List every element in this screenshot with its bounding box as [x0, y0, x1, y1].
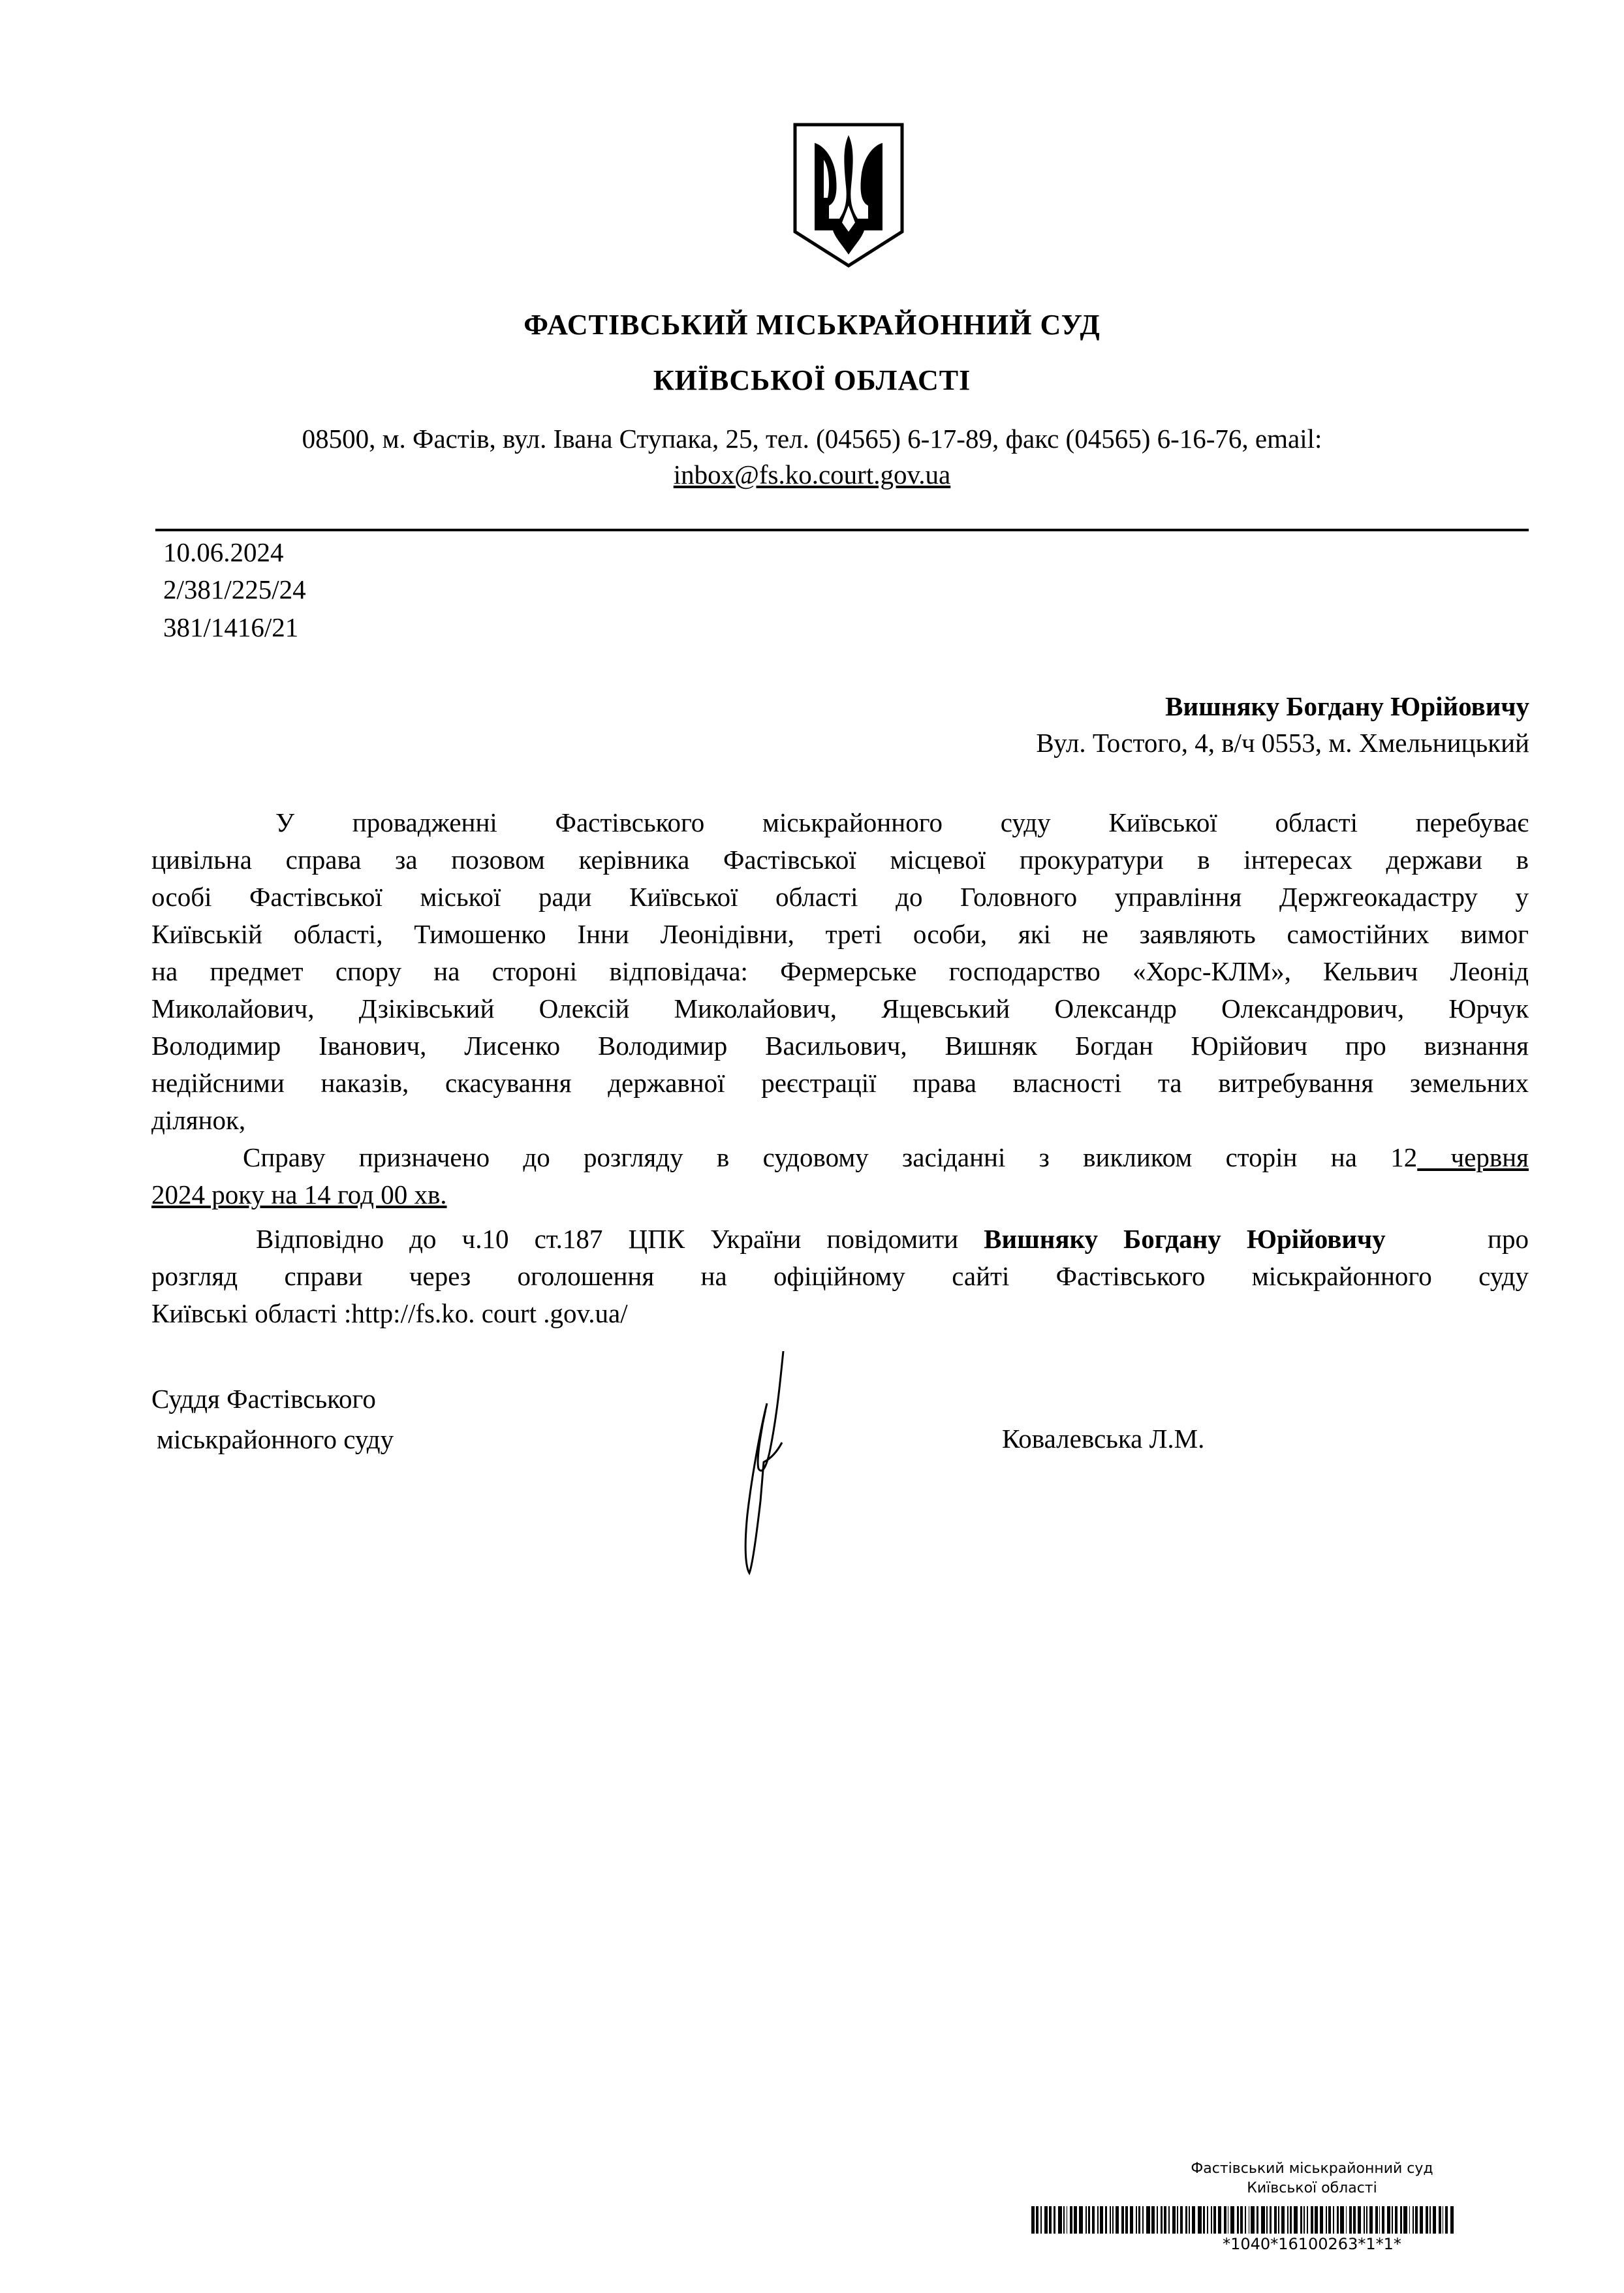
- addressee-name: Вишняку Богдану Юрійовичу: [1165, 691, 1529, 721]
- hearing-month: червня: [1417, 1142, 1529, 1172]
- body-line: Київські області :http://fs.ko. court .gov.ua/: [151, 1298, 628, 1328]
- body-line: Володимир Іванович, Лисенко Володимир Васильович, Вишняк Богдан Юрійович про визнання: [151, 1031, 1529, 1061]
- body-paragraph-1: [151, 804, 1529, 1139]
- judge-title: [151, 1379, 394, 1459]
- judge-title-line2: міськрайонного суду: [157, 1424, 394, 1454]
- judge-name: Ковалевська Л.М.: [1002, 1424, 1205, 1454]
- body-line: особі Фастівської міської ради Київської області до Головного управління Держгеокадастру у: [151, 882, 1529, 912]
- body-paragraph-2: [151, 1139, 1529, 1213]
- body-line: на предмет спору на стороні відповідача: Фермерське господарство «Хорс-КЛМ», Кельвич Леонід: [151, 956, 1529, 986]
- outgoing-number: 2/381/225/24: [163, 574, 306, 604]
- notice-recipient: Вишняку Богдану Юрійовичу: [984, 1224, 1386, 1254]
- body-line: У провадженні Фастівського міськрайонного суду Київської області перебуває: [275, 807, 1529, 837]
- hearing-time: 2024 року на 14 год 00 хв.: [151, 1179, 447, 1209]
- barcode-icon: [1031, 2206, 1534, 2234]
- stamp-line2: Київської області: [1247, 2180, 1377, 2196]
- body-line: цивільна справа за позовом керівника Фастівської місцевої прокуратури в інтересах держави в: [151, 845, 1529, 875]
- letter-date: 10.06.2024: [163, 537, 284, 567]
- addressee-address: Вул. Тостого, 4, в/ч 0553, м. Хмельницький: [1036, 728, 1529, 758]
- hearing-text: Справу призначено до розгляду в судовому засіданні з викликом сторін на 12: [243, 1142, 1418, 1172]
- court-address: 08500, м. Фастів, вул. Івана Ступака, 25, тел. (04565) 6-17-89, факс (04565) 6-16-76, email:: [302, 424, 1322, 454]
- court-email-link[interactable]: inbox@fs.ko.court.gov.ua: [673, 460, 951, 490]
- handwritten-signature-icon: [685, 1345, 816, 1586]
- header-divider: [155, 529, 1529, 531]
- body-line: ділянок,: [151, 1105, 246, 1135]
- court-name-line2: КИЇВСЬКОЇ ОБЛАСТІ: [653, 364, 971, 396]
- notice-suffix: про: [1385, 1224, 1529, 1254]
- ukraine-coat-of-arms-icon: [790, 121, 907, 271]
- judge-title-line1: Суддя Фастівського: [151, 1384, 376, 1414]
- notice-prefix: Відповідно до ч.10 ст.187 ЦПК України повідомити: [256, 1224, 984, 1254]
- case-number: 381/1416/21: [163, 612, 299, 642]
- body-line: розгляд справи через оголошення на офіційному сайті Фастівського міськрайонного суду: [151, 1261, 1529, 1291]
- body-line: Київській області, Тимошенко Інни Леонідівни, треті особи, які не заявляють самостійних вимог: [151, 919, 1529, 949]
- court-name-line1: ФАСТІВСЬКИЙ МІСЬКРАЙОННИЙ СУД: [523, 309, 1101, 341]
- barcode-number: *1040*16100263*1*1*: [1223, 2235, 1401, 2253]
- stamp-line1: Фастівський міськрайонний суд: [1191, 2160, 1433, 2177]
- body-paragraph-3: [151, 1221, 1529, 1332]
- body-line: недійсними наказів, скасування державної реєстрації права власності та витребування земельних: [151, 1068, 1529, 1098]
- body-line: Миколайович, Дзіківський Олексій Миколайович, Ящевський Олександр Олександрович, Юрчук: [151, 993, 1529, 1023]
